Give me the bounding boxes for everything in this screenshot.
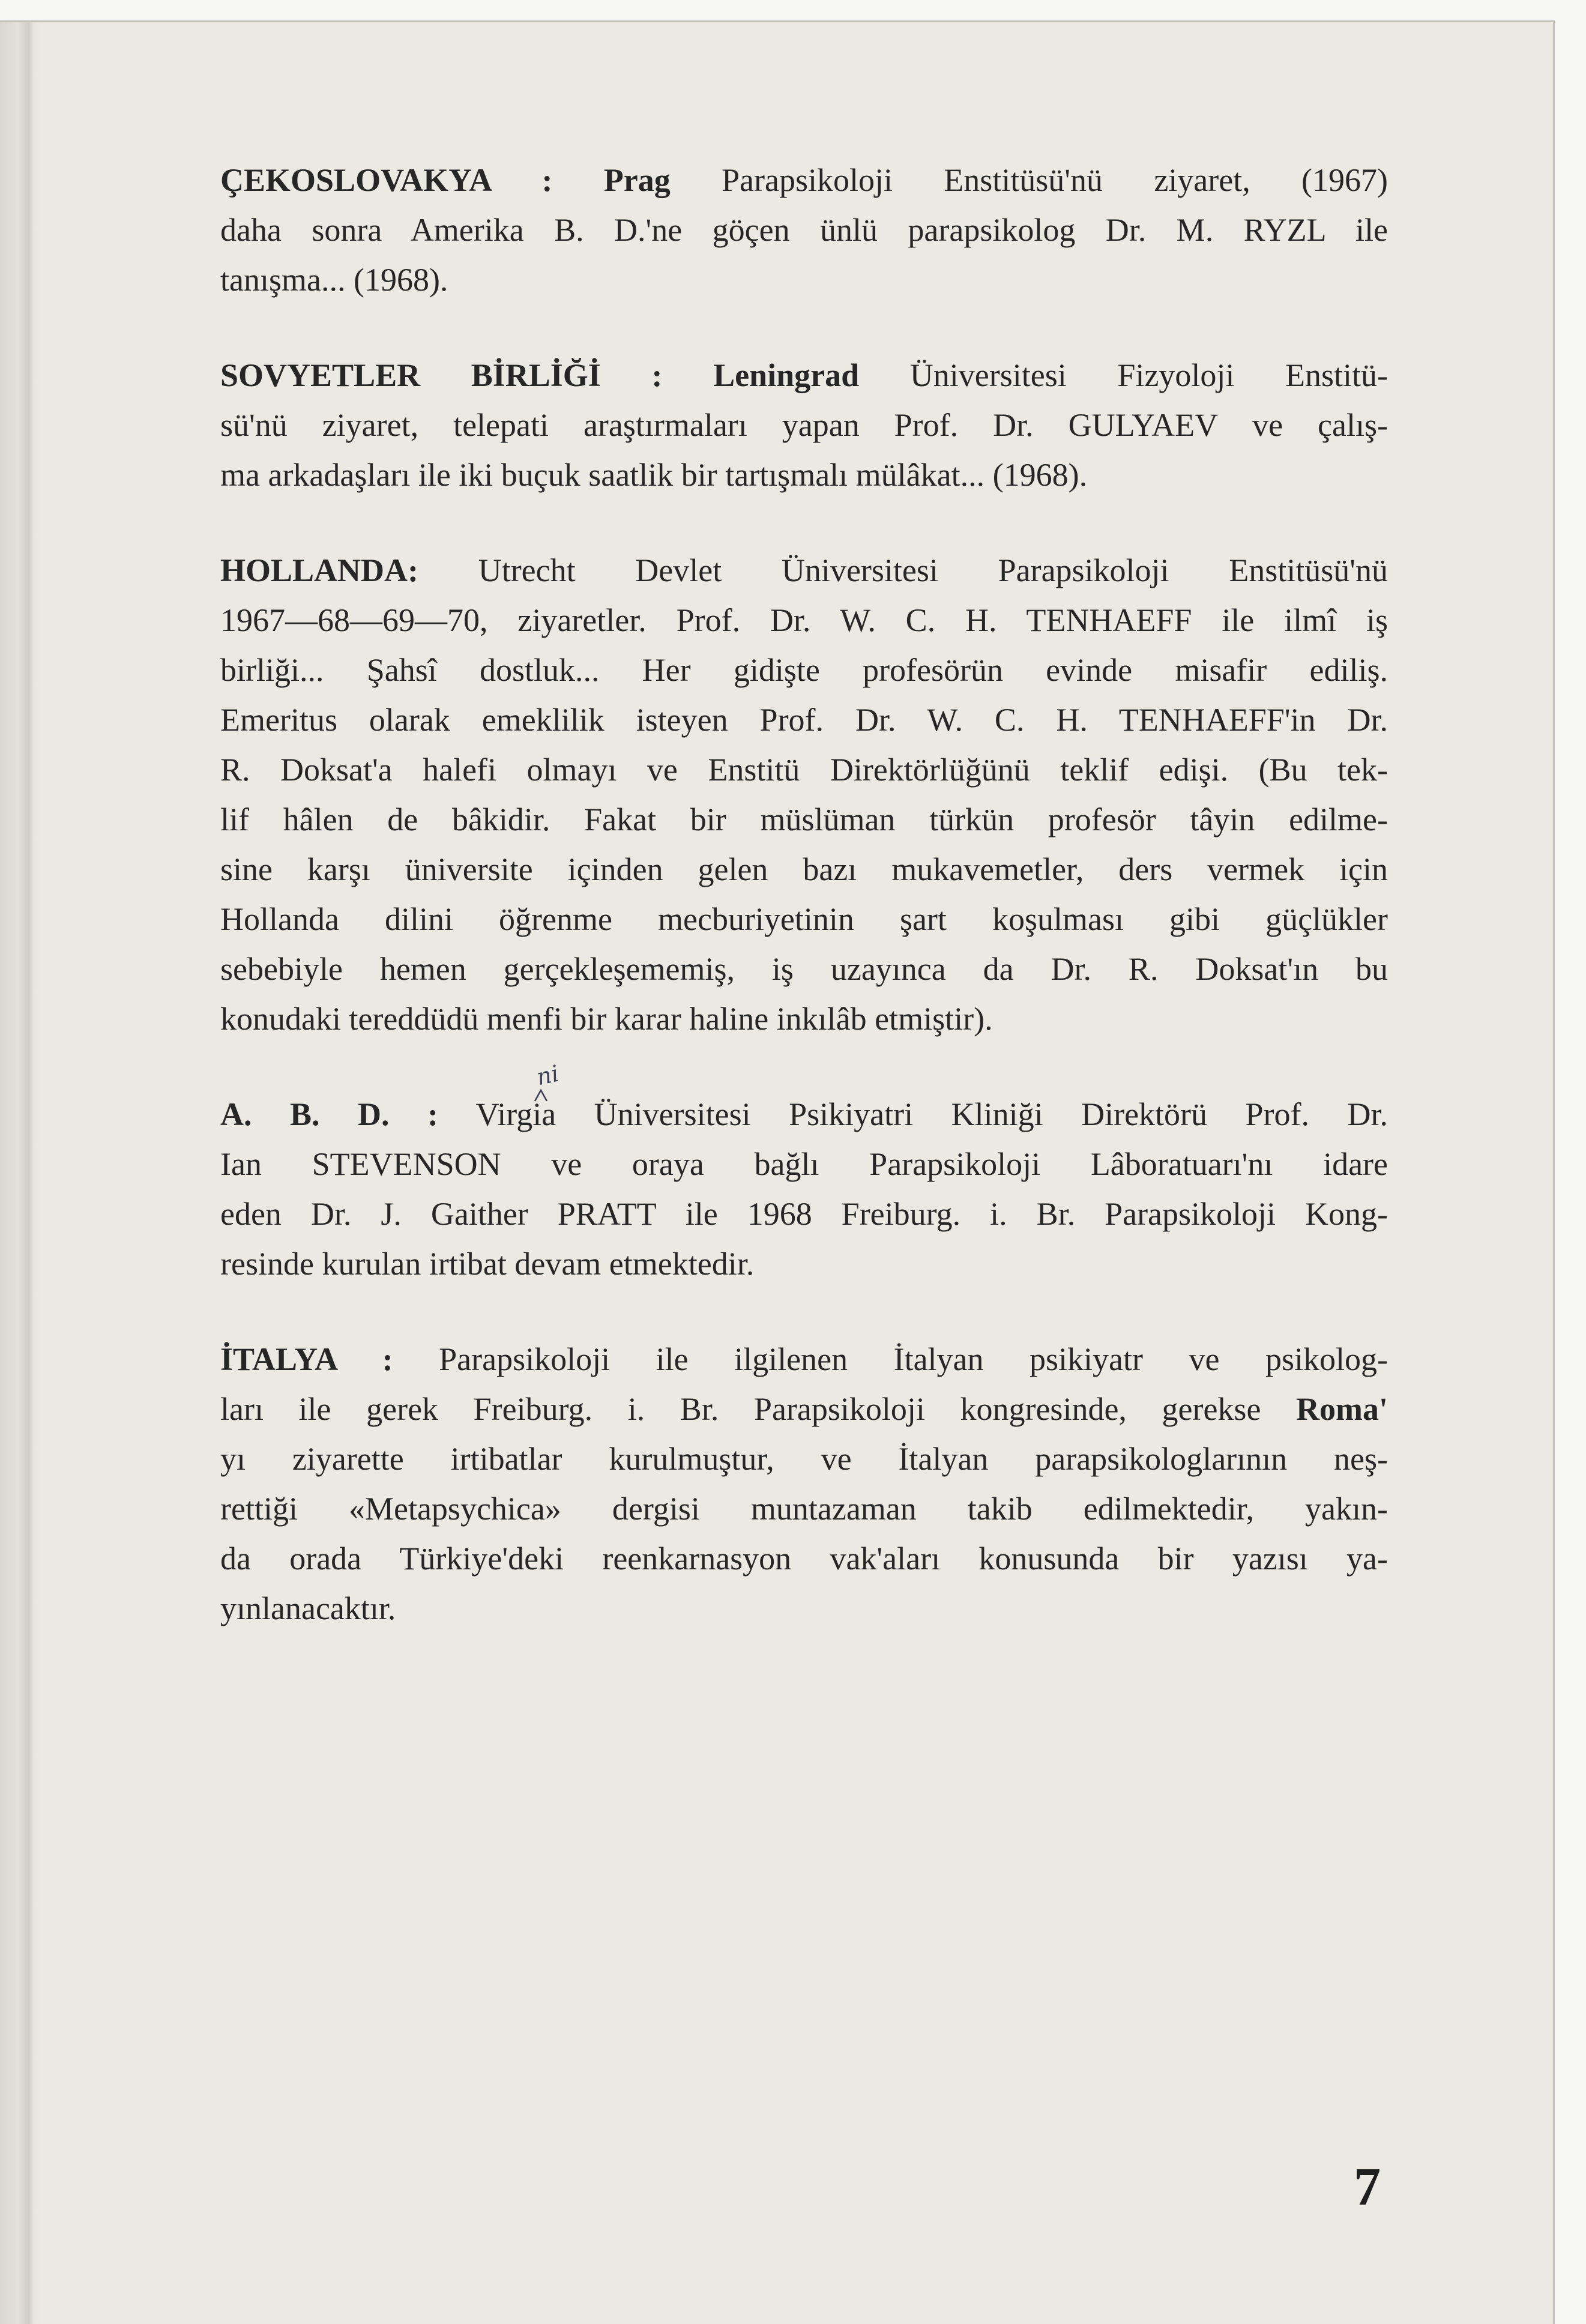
text-segment: sine karşı üniversite içinden gelen bazı mukavemetler, ders vermek için <box>220 851 1388 887</box>
paragraph <box>220 351 1388 500</box>
text-line <box>220 845 1388 895</box>
text-segment: Ian STEVENSON ve oraya bağlı Parapsikoloji Lâboratuarı'nı idare <box>220 1146 1388 1182</box>
text-line <box>220 1060 1389 1139</box>
text-segment: Utrecht Devlet Üniversitesi Parapsikoloji Enstitüsü'nü <box>418 552 1388 588</box>
text-segment: eden Dr. J. Gaither PRATT ile 1968 Freiburg. i. Br. Parapsikoloji Kong- <box>220 1196 1388 1232</box>
text-line <box>220 1335 1388 1384</box>
text-line <box>220 1189 1388 1239</box>
text-segment: Üniversitesi Fizyoloji Enstitü- <box>859 357 1388 393</box>
text-line <box>220 155 1388 205</box>
text-segment: ma arkadaşları ile iki buçuk saatlik bir tartışmalı mülâkat... (1968). <box>220 457 1088 493</box>
text-segment: daha sonra Amerika B. D.'ne göçen ünlü parapsikolog Dr. M. RYZL ile <box>220 212 1388 248</box>
text-line <box>220 546 1388 596</box>
text-line <box>220 450 1388 500</box>
text-segment: lif hâlen de bâkidir. Fakat bir müslüman türkün profesör tâyin edilme- <box>220 801 1388 838</box>
text-segment: Emeritus olarak emeklilik isteyen Prof. Dr. W. C. H. TENHAEFF'in Dr. <box>220 702 1388 738</box>
text-line <box>220 596 1388 645</box>
bold-text-segment: A. B. D. : <box>220 1096 438 1132</box>
text-segment: tanışma... (1968). <box>220 262 448 298</box>
bold-text-segment: HOLLANDA: <box>220 552 419 588</box>
page-number: 7 <box>1354 2157 1381 2217</box>
text-line <box>220 944 1388 994</box>
text-line <box>220 1584 1388 1634</box>
text-segment: Parapsikoloji Enstitüsü'nü ziyaret, (1967) <box>670 162 1388 198</box>
text-line <box>220 1434 1388 1484</box>
caret-mark <box>533 1088 549 1103</box>
text-segment: konudaki tereddüdü menfi bir karar haline inkılâb etmiştir). <box>220 1001 993 1037</box>
bold-text-segment: SOVYETLER BİRLİĞİ : Leningrad <box>220 357 860 393</box>
text-line <box>220 1484 1388 1534</box>
text-line <box>220 1239 1388 1289</box>
bold-text-segment: İTALYA : <box>220 1341 393 1377</box>
text-segment: birliği... Şahsî dostluk... Her gidişte profesörün evinde misafir ediliş. <box>220 652 1388 688</box>
text-segment: yı ziyarette irtibatlar kurulmuştur, ve İtalyan parapsikologlarının neş- <box>220 1441 1388 1477</box>
bold-text-segment: ÇEKOSLOVAKYA : Prag <box>220 162 671 198</box>
text-line <box>220 351 1388 400</box>
text-line <box>220 1384 1388 1434</box>
text-line <box>220 795 1388 845</box>
text-segment: sebebiyle hemen gerçekleşememiş, iş uzayınca da Dr. R. Doksat'ın bu <box>220 951 1388 987</box>
bold-text-segment: Roma' <box>1296 1391 1388 1427</box>
paragraph <box>220 546 1388 1044</box>
text-segment: yınlanacaktır. <box>220 1590 396 1626</box>
text-segment: 1967—68—69—70, ziyaretler. Prof. Dr. W. C. H. TENHAEFF ile ilmî iş <box>220 602 1388 638</box>
text-line <box>220 994 1388 1044</box>
text-line <box>220 895 1388 944</box>
text-segment: rettiği «Metapsychica» dergisi muntazaman takib edilmektedir, yakın- <box>220 1491 1388 1527</box>
text-line <box>220 1534 1388 1584</box>
text-line <box>220 645 1388 695</box>
text-line <box>220 745 1388 795</box>
text-line <box>220 695 1388 745</box>
text-segment: Hollanda dilini öğrenme mecburiyetinin şart koşulması gibi güçlükler <box>220 901 1388 937</box>
text-segment: Virgi <box>438 1096 542 1132</box>
handwritten-note: ni <box>534 1060 562 1091</box>
text-segment: resinde kurulan irtibat devam etmektedir. <box>220 1246 755 1282</box>
text-segment: ları ile gerek Freiburg. i. Br. Parapsikoloji kongresinde, gerekse <box>220 1391 1297 1427</box>
text-line <box>220 400 1388 450</box>
text-line <box>220 1139 1388 1189</box>
body-text <box>220 155 1388 1634</box>
text-line <box>220 205 1388 255</box>
paragraph <box>220 155 1388 305</box>
text-segment: da orada Türkiye'deki reenkarnasyon vak'aları konusunda bir yazısı ya- <box>220 1541 1388 1577</box>
paragraph <box>220 1335 1388 1634</box>
text-segment: a Üniversitesi Psikiyatri Kliniği Direktörü Prof. Dr. <box>541 1096 1389 1132</box>
text-segment: R. Doksat'a halefi olmayı ve Enstitü Direktörlüğünü teklif edişi. (Bu tek- <box>220 752 1388 788</box>
binding-gutter <box>0 22 42 2324</box>
text-line <box>220 255 1388 305</box>
text-segment: Parapsikoloji ile ilgilenen İtalyan psikiyatr ve psikolog- <box>393 1341 1389 1377</box>
text-segment: sü'nü ziyaret, telepati araştırmaları yapan Prof. Dr. GULYAEV ve çalış- <box>220 407 1388 443</box>
paragraph <box>220 1060 1389 1289</box>
